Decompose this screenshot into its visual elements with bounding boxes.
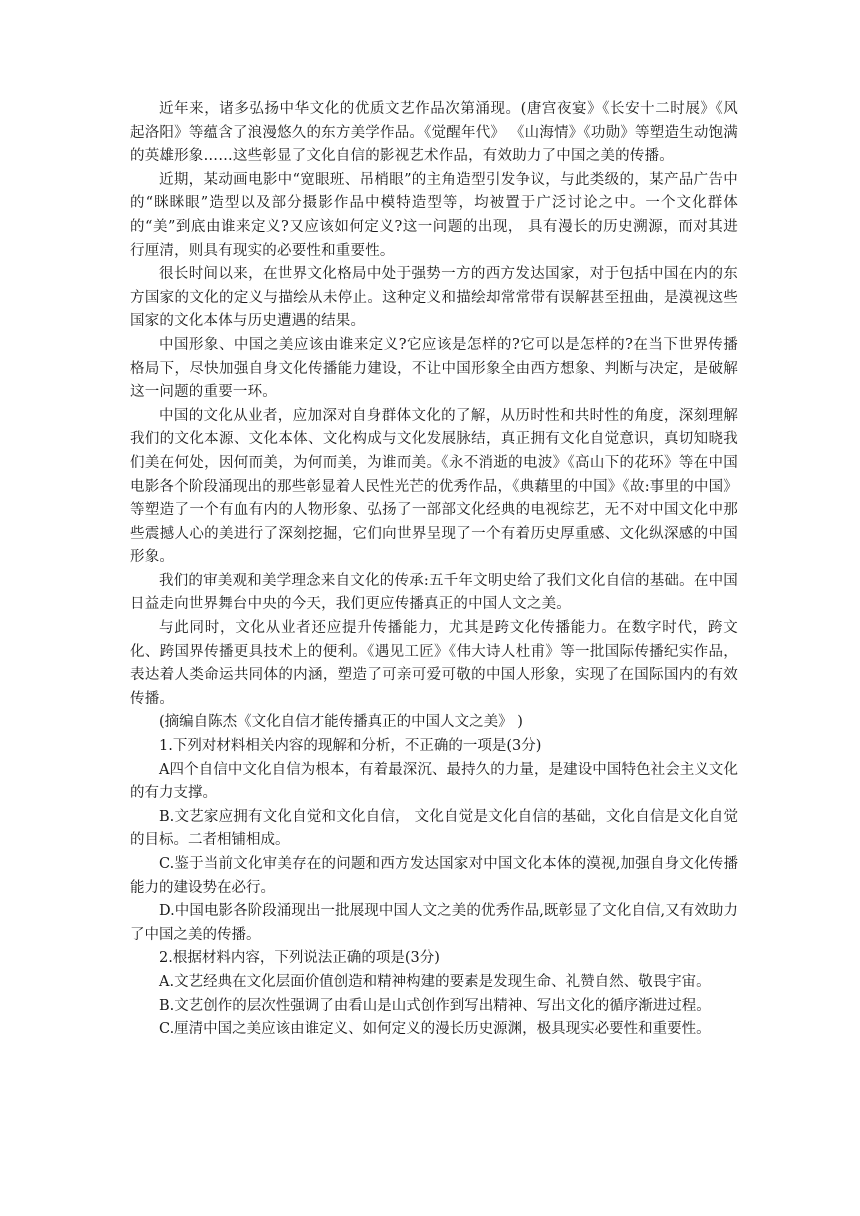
question-option: B.文艺家应拥有文化自觉和文化自信， 文化自觉是文化自信的基础，文化自信是文化自觉的目标。二者相铺相成。	[130, 808, 738, 849]
article-paragraph: 与此同时，文化从业者还应提升传播能力，尤其是跨文化传播能力。在数字时代，跨文化、跨国界传播更具技术上的便利。《遇见工匠》《伟大诗人杜甫》等一批国际传播纪实作品，表达着人类命运共同体的内涵，塑造了可亲可爱可敬的中国人形象，实现了在国际国内的有效传播。	[130, 620, 738, 707]
article-paragraph: 近年来，诸多弘扬中华文化的优质文艺作品次第涌现。(唐宫夜宴》《长安十二时展》《风起洛阳》等蕴含了浪漫悠久的东方美学作品。《觉醒年代》 《山海情》《功勋》等塑造生动饱满的英雄形象……这些彰显了文化自信的影视艺术作品，有效助力了中国之美的传播。	[130, 101, 738, 165]
question-option: A四个自信中文化自信为根本，有着最深沉、最持久的力量，是建设中国特色社会主义文化的有力支撑。	[130, 761, 738, 802]
article-source: (摘编自陈杰《文化自信才能传播真正的中国人文之美》 )	[159, 714, 523, 731]
question-stem: 2.根据材料内容，下列说法正确的项是(3分)	[159, 950, 440, 967]
article-paragraph: 中国的文化从业者，应加深对自身群体文化的了解，从历时性和共时性的角度，深刻理解我们的文化本源、文化本体、文化构成与文化发展脉结，真正拥有文化自觉意识，真切知晓我们美在何处，因何而美，为何而美，为谁而美。《永不消逝的电波》《高山下的花环》等在中国电影各个阶段涌现出的那些彰显着人民性光芒的优秀作品，《典藉里的中国》《故:事里的中国》等塑造了一个有血有内的人物形象、弘扬了一部部文化经典的电视综艺，无不对中国文化中那些震撼人心的美进行了深刻挖掘，它们向世界呈现了一个有着历史厚重感、文化纵深感的中国形象。	[130, 407, 738, 566]
article-paragraph: 我们的审美观和美学理念来自文化的传承:五千年文明史给了我们文化自信的基础。在中国日益走向世界舞台中央的今天，我们更应传播真正的中国人文之美。	[130, 572, 738, 613]
article-paragraph: 中国形象、中国之美应该由谁来定义?它应该是怎样的?它可以是怎样的?在当下世界传播格局下，尽快加强自身文化传播能力建设，不让中国形象全由西方想象、判断与决定，是破解这一问题的重要一环。	[130, 336, 738, 401]
document-page	[130, 98, 738, 1042]
article-paragraph: 很长时间以来，在世界文化格局中处于强势一方的西方发达国家，对于包括中国在内的东方国家的文化的定义与描绘从未停止。这种定义和描绘却常常带有误解甚至扭曲，是漠视这些国家的文化本体与历史遭遇的结果。	[130, 266, 738, 330]
question-option: B.文艺创作的层次性强调了由看山是山式创作到写出精神、写出文化的循序渐进过程。	[159, 997, 711, 1014]
question-option: A.文艺经典在文化层面价值创造和精神构建的要素是发现生命、礼赞自然、敬畏宇宙。	[159, 973, 711, 990]
question-option: D.中国电影各阶段涌现出一批展现中国人文之美的优秀作品,既彰显了文化自信,又有效助力了中国之美的传播。	[130, 903, 738, 943]
question-stem: 1.下列对材料相关内容的现解和分析，不正确的一项是(3分)	[159, 738, 542, 755]
question-option: C.厘清中国之美应该由谁定义、如何定义的漫长历史源渊，极具现实必要性和重要性。	[159, 1021, 711, 1038]
article-paragraph: 近期，某动画电影中“宽眼班、吊梢眼”的主角造型引发争议，与此类级的，某产品广告中的“眯眯眼”造型以及部分摄影作品中模特造型等，均被置于广泛讨论之中。一个文化群体的“美”到底由谁来定义?又应该如何定义?这一问题的出现， 具有漫长的历史溯源，而对其进行厘清，则具有现实的必要性和重要性。	[130, 171, 738, 259]
question-option: C.鉴于当前文化审美存在的问题和西方发达国家对中国文化本体的漠视,加强自身文化传播能力的建设势在必行。	[130, 856, 738, 896]
